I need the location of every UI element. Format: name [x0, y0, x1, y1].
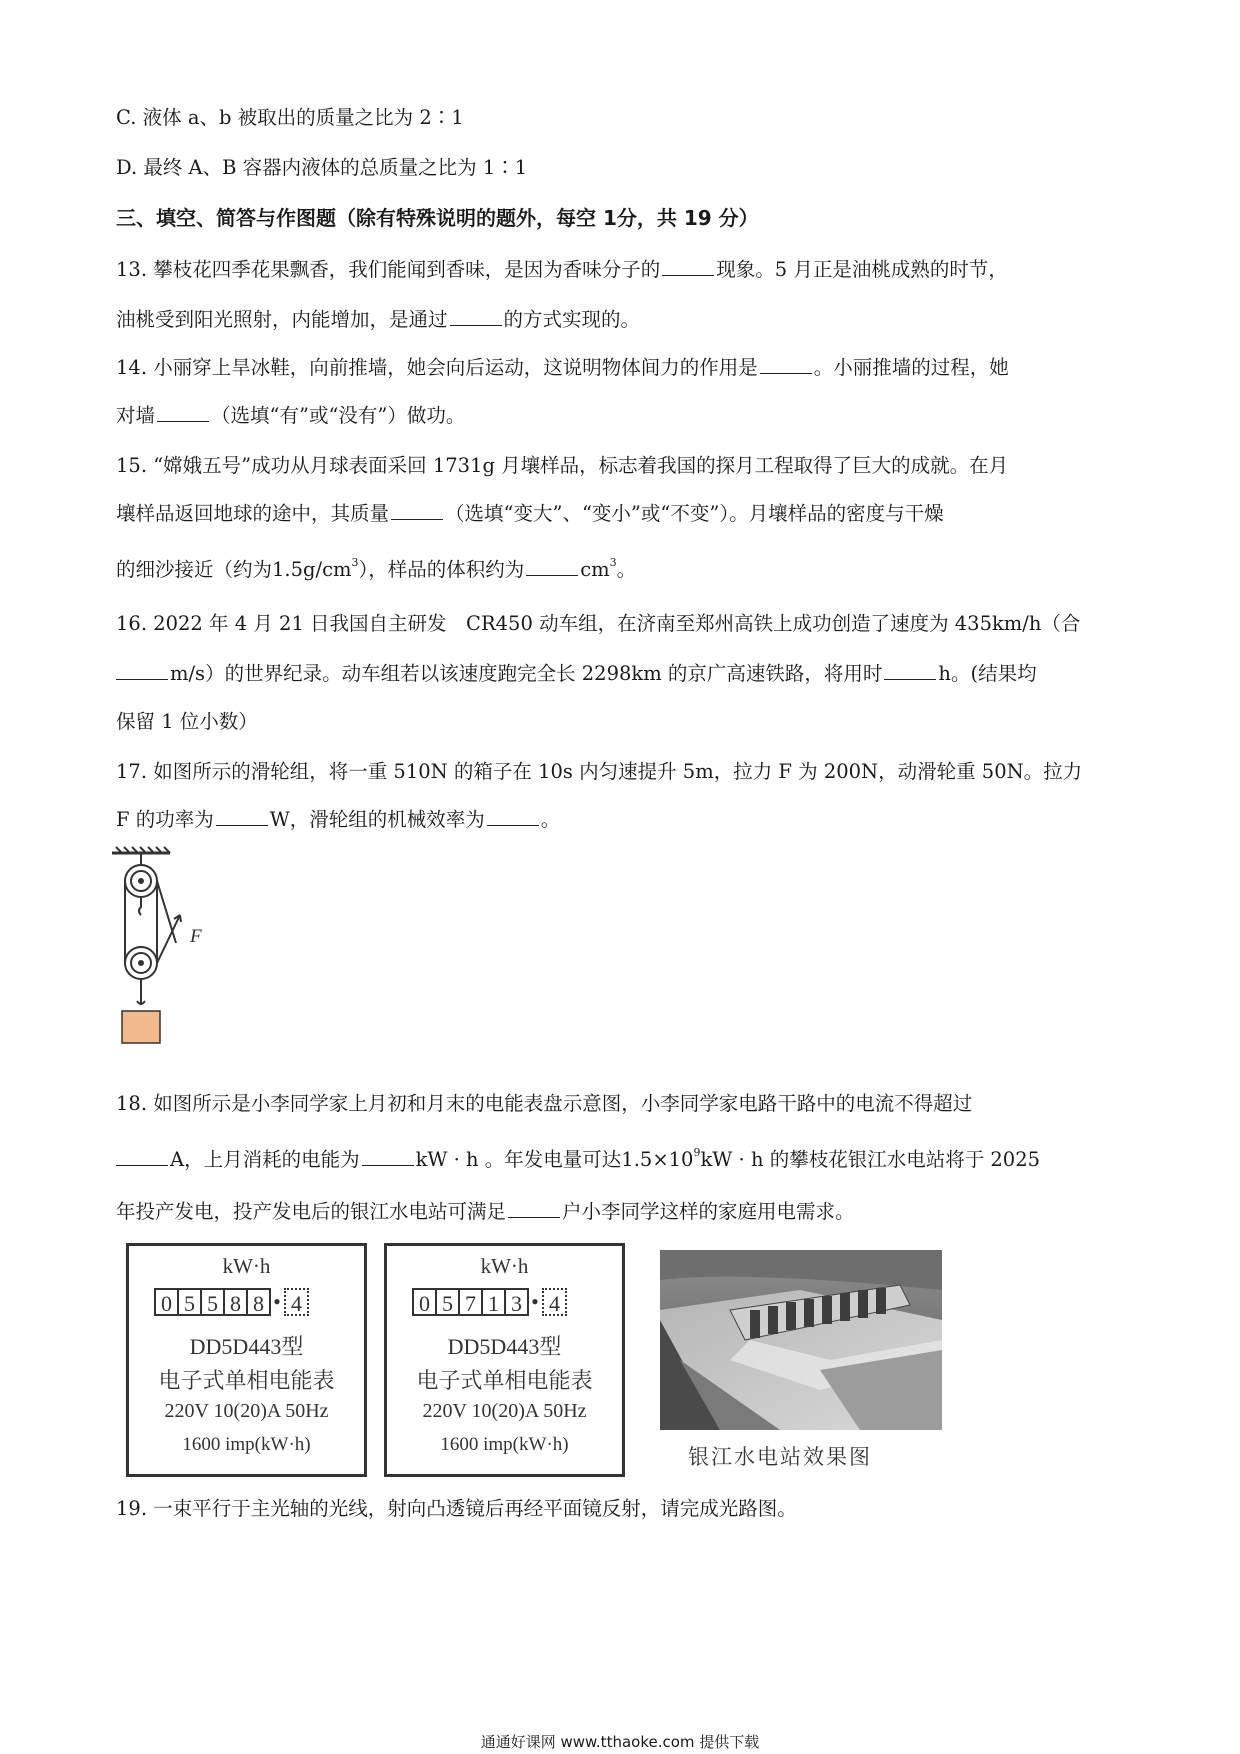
q16-line1: 16. 2022 年 4 月 21 日我国自主研发 CR450 动车组，在济南至郑州高铁上成功创造了速度为 435km/h（合 [116, 612, 1081, 635]
option-c: C. 液体 a、b 被取出的质量之比为 2∶1 [116, 106, 464, 129]
q15-line2: 壤样品返回地球的途中，其质量 （选填“变大”、“变小”或“不变”）。月壤样品的密度与干燥 [116, 502, 944, 525]
q19-text: 19. 一束平行于主光轴的光线，射向凸透镜后再经平面镜反射，请完成光路图。 [116, 1497, 797, 1520]
meter-model: DD5D443型 [447, 1334, 562, 1359]
q16-line3: 保留 1 位小数） [116, 710, 258, 733]
energy-meter-start [126, 1243, 367, 1477]
pulley-diagram [110, 845, 220, 1065]
q18-line2: A，上月消耗的电能为 kW · h 。年发电量可达$1.5\times 10^9kW \cdot h$ 的攀枝花银江水电站将于 2025 [116, 1146, 1040, 1174]
energy-meter-end [384, 1243, 625, 1477]
q18-line3: 年投产发电，投产发电后的银江水电站可满足 户小李同学这样的家庭用电需求。 [116, 1200, 855, 1223]
meter-imp: 1600 imp(kW·h) [182, 1434, 311, 1455]
meter-rating: 220V 10(20)A 50Hz [422, 1400, 587, 1422]
meter-digit: 7 [458, 1288, 483, 1316]
meter-digit: 5 [177, 1288, 202, 1316]
meter-decimal-digit: 4 [284, 1288, 309, 1316]
answer-blank[interactable] [391, 501, 443, 520]
answer-blank[interactable] [450, 307, 502, 326]
answer-blank[interactable] [116, 1147, 168, 1166]
q13-line1: 13. 攀枝花四季花果飘香，我们能闻到香味，是因为香味分子的 现象。5 月正是油桃成熟的时节， [116, 258, 1008, 281]
q18-line1: 18. 如图所示是小李同学家上月初和月末的电能表盘示意图，小李同学家电路干路中的电流不得超过 [116, 1092, 973, 1115]
option-d: D. 最终 A、B 容器内液体的总质量之比为 1∶1 [116, 156, 528, 179]
answer-blank[interactable] [526, 557, 578, 576]
answer-blank[interactable] [884, 661, 936, 680]
force-label: F [190, 926, 202, 947]
photo-caption: 银江水电站效果图 [688, 1445, 872, 1469]
meter-unit: kW·h [222, 1254, 271, 1278]
answer-blank[interactable] [216, 807, 268, 826]
q14-line1: 14. 小丽穿上旱冰鞋，向前推墙，她会向后运动，这说明物体间力的作用是 。小丽推墙的过程，她 [116, 356, 1009, 379]
section-heading: 三、填空、简答与作图题（除有特殊说明的题外，每空 1分，共 19 分） [116, 206, 759, 230]
meter-decimal-digit: 4 [542, 1288, 567, 1316]
meter-digit: 0 [412, 1288, 437, 1316]
answer-blank[interactable] [508, 1199, 560, 1218]
meter-reading: 0 5 5 8 8 • 4 [154, 1288, 307, 1316]
hydropower-station-image [660, 1250, 942, 1430]
meter-type: 电子式单相电能表 [416, 1369, 593, 1394]
q16-line2: m/s）的世界纪录。动车组若以该速度跑完全长 2298km 的京广高速铁路，将用时 h。(结果均 [116, 660, 1037, 688]
meter-digit: 5 [200, 1288, 225, 1316]
answer-blank[interactable] [362, 1147, 414, 1166]
meter-digit: 0 [154, 1288, 179, 1316]
q14-line2: 对墙 （选填“有”或“没有”）做功。 [116, 404, 466, 427]
meter-digit: 8 [223, 1288, 248, 1316]
footer-source: 通通好课网 www.tthaoke.com 提供下载 [480, 1733, 760, 1751]
meter-digit: 3 [504, 1288, 529, 1316]
q13-line2: 油桃受到阳光照射，内能增加，是通过 的方式实现的。 [116, 308, 641, 331]
q15-line1: 15. “嫦娥五号”成功从月球表面采回 1731g 月壤样品，标志着我国的探月工程取得了巨大的成就。在月 [116, 454, 1009, 477]
answer-blank[interactable] [662, 257, 714, 276]
meter-type: 电子式单相电能表 [158, 1369, 335, 1394]
meter-model: DD5D443型 [189, 1334, 304, 1359]
meter-digit: 1 [481, 1288, 506, 1316]
answer-blank[interactable] [157, 403, 209, 422]
meter-imp: 1600 imp(kW·h) [440, 1434, 569, 1455]
answer-blank[interactable] [487, 807, 539, 826]
meter-unit: kW·h [480, 1254, 529, 1278]
answer-blank[interactable] [760, 355, 812, 374]
meter-digit: 8 [246, 1288, 271, 1316]
q17-line1: 17. 如图所示的滑轮组，将一重 510N 的箱子在 10s 内匀速提升 5m，拉力 F 为 200N，动滑轮重 50N。拉力 [116, 760, 1083, 783]
box-weight [122, 1011, 160, 1043]
q17-line2: F 的功率为 W，滑轮组的机械效率为 。 [116, 808, 561, 831]
meter-rating: 220V 10(20)A 50Hz [164, 1400, 329, 1422]
meter-digit: 5 [435, 1288, 460, 1316]
answer-blank[interactable] [116, 661, 168, 680]
meter-reading: 0 5 7 1 3 • 4 [412, 1288, 565, 1316]
q15-line3: 的细沙接近（约为$1.5g/cm^3$），样品的体积约为 $cm^3$。 [116, 556, 637, 581]
